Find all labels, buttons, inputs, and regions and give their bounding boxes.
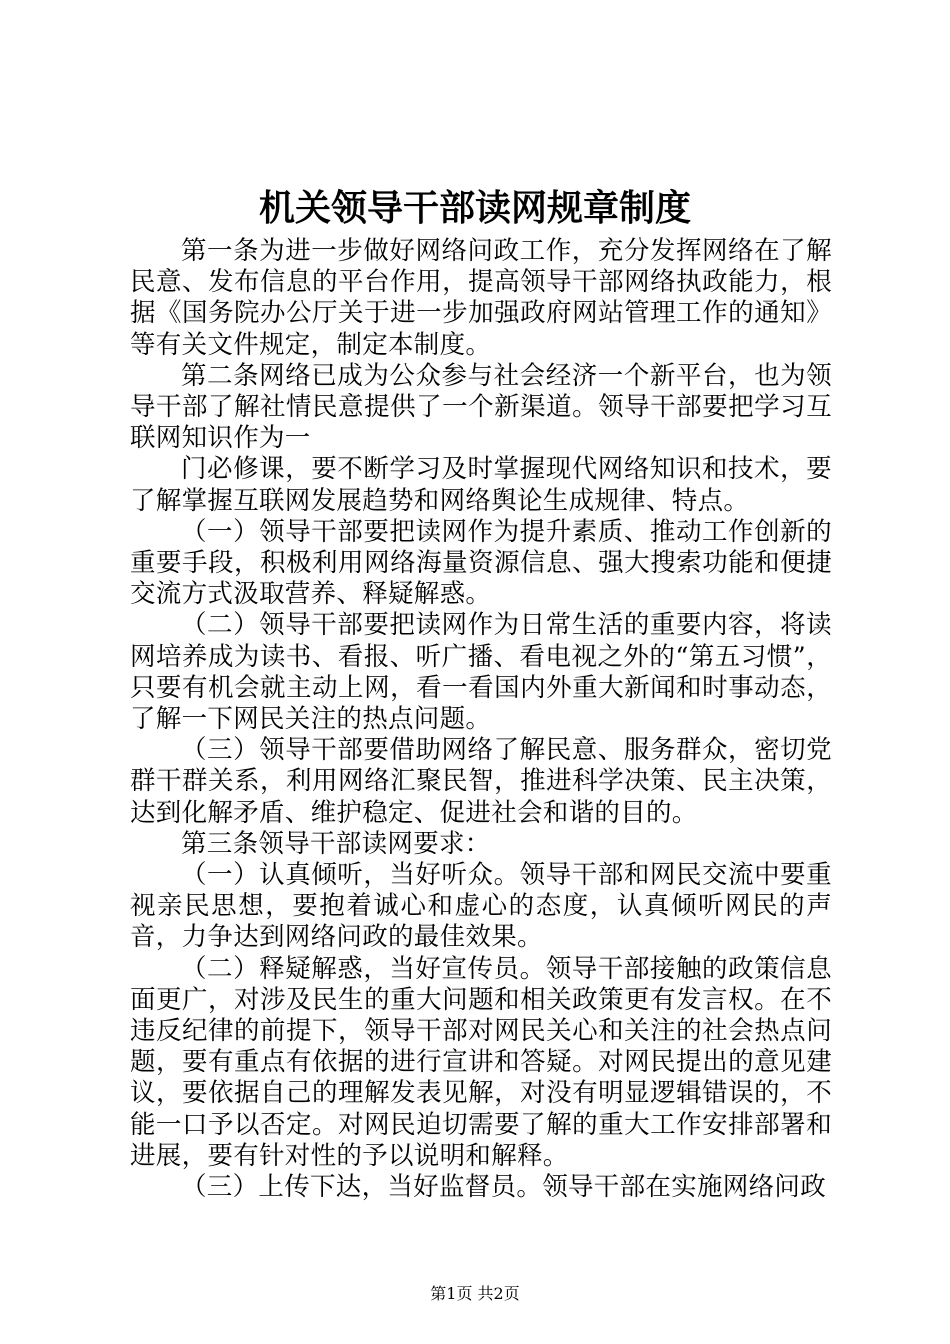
paragraph-item-3-2: （二）释疑解惑，当好宣传员。领导干部接触的政策信息面更广，对涉及民生的重大问题和相关政策更有发言权。在不违反纪律的前提下，领导干部对网民关心和关注的社会热点问题，要有重点有依据的进行宣讲和答疑。对网民提出的意见建议，要依据自己的理解发表见解，对没有明显逻辑错误的，不能一口予以否定。对网民迫切需要了解的重大工作安排部署和进展，要有针对性的予以说明和解释。 bbox=[130, 953, 832, 1171]
paragraph-article-2: 第二条网络已成为公众参与社会经济一个新平台，也为领导干部了解社情民意提供了一个新渠道。领导干部要把学习互联网知识作为一 bbox=[130, 360, 832, 454]
document-title: 机关领导干部读网规章制度 bbox=[258, 187, 691, 229]
paragraph-article-3: 第三条领导干部读网要求： bbox=[181, 828, 491, 859]
paragraph-item-3-3: （三）上传下达，当好监督员。领导干部在实施网络问政 bbox=[181, 1172, 827, 1203]
paragraph-item-2-3: （三）领导干部要借助网络了解民意、服务群众，密切党群干群关系，利用网络汇聚民智，推进科学决策、民主决策，达到化解矛盾、维护稳定、促进社会和谐的目的。 bbox=[130, 735, 832, 828]
paragraph-article-2-continued: 门必修课，要不断学习及时掌握现代网络知识和技术，要了解掌握互联网发展趋势和网络舆论生成规律、特点。 bbox=[130, 454, 832, 516]
paragraph-article-1: 第一条为进一步做好网络问政工作，充分发挥网络在了解民意、发布信息的平台作用，提高领导干部网络执政能力，根据《国务院办公厅关于进一步加强政府网站管理工作的通知》等有关文件规定，制定本制度。 bbox=[130, 236, 832, 360]
paragraph-item-2-1: （一）领导干部要把读网作为提升素质、推动工作创新的重要手段，积极利用网络海量资源信息、强大搜索功能和便捷交流方式汲取营养、释疑解惑。 bbox=[130, 516, 832, 610]
document-body bbox=[130, 236, 832, 1203]
paragraph-item-2-2: （二）领导干部要把读网作为日常生活的重要内容，将读网培养成为读书、看报、听广播、看电视之外的“第五习惯”，只要有机会就主动上网，看一看国内外重大新闻和时事动态，了解一下网民关注的热点问题。 bbox=[130, 610, 832, 735]
paragraph-item-3-1: （一）认真倾听，当好听众。领导干部和网民交流中要重视亲民思想，要抱着诚心和虚心的态度，认真倾听网民的声音，力争达到网络问政的最佳效果。 bbox=[130, 860, 832, 953]
page-number-footer: 第1页 共2页 bbox=[430, 1284, 520, 1303]
